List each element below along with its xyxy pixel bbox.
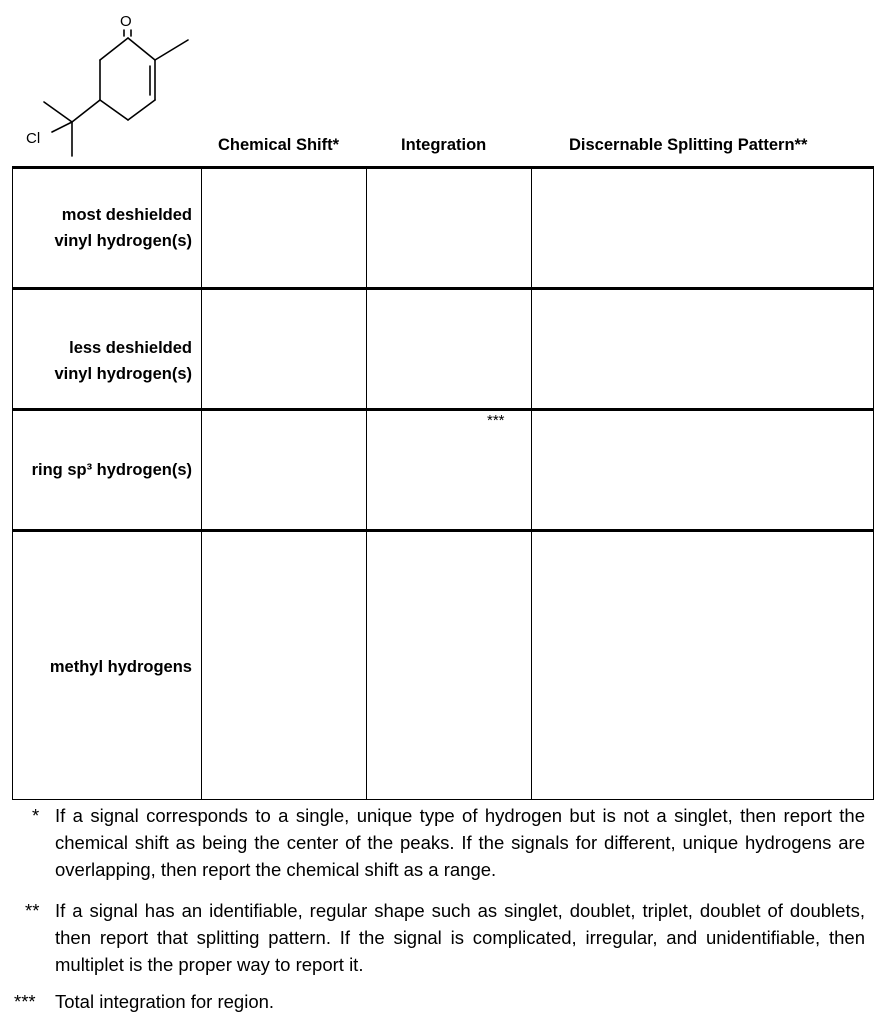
- row-divider-3: [12, 529, 874, 532]
- row-divider-2: [12, 408, 874, 411]
- header-splitting-pattern: Discernable Splitting Pattern**: [569, 136, 808, 154]
- bond-c3-c4: [128, 100, 155, 120]
- table-right-border: [873, 168, 874, 799]
- row-label-methyl: [50, 654, 192, 680]
- molecule-structure: [0, 0, 200, 165]
- chlorine-label: Cl: [26, 130, 41, 147]
- bond-methyl: [155, 40, 188, 60]
- bond-c6-c1: [100, 38, 128, 60]
- footnote-mark-2: **: [25, 900, 40, 921]
- row-label-less-deshielded: [54, 335, 192, 387]
- row-label-line: ring sp³ hydrogen(s): [31, 461, 192, 479]
- bond-chloro: [52, 122, 72, 132]
- bond-c1-c2: [128, 38, 155, 60]
- row-label-line: less deshielded: [69, 339, 192, 357]
- row-label-line: methyl hydrogens: [49, 658, 192, 676]
- header-chemical-shift: Chemical Shift*: [218, 136, 340, 154]
- bond-quaternary: [72, 100, 100, 122]
- col-divider-1: [201, 168, 202, 799]
- table-bottom-border: [12, 799, 874, 800]
- col-divider-2: [366, 168, 367, 799]
- table-left-border: [12, 168, 13, 799]
- bond-methyl-a: [44, 102, 72, 122]
- col-divider-3: [531, 168, 532, 799]
- header-integration: Integration: [401, 136, 487, 154]
- row-label-most-deshielded: [54, 202, 192, 254]
- table-top-border: [12, 166, 874, 169]
- footnote-text-2: If a signal has an identifiable, regular shape such as singlet, doublet, triplet, doublet of doublets, then report that splitting pattern. If the signal is complicated, irregular, and unidentifiable, then multiplet is the proper way to report it.: [55, 900, 865, 975]
- bond-c4-c5: [100, 100, 128, 120]
- footnote-text-1: If a signal corresponds to a single, unique type of hydrogen but is not a singlet, then report the chemical shift as being the center of the peaks. If the signals for different, unique hydrogens are overlapping, then report the chemical shift as a range.: [55, 805, 865, 880]
- footnote-mark-3: ***: [14, 991, 36, 1012]
- oxygen-label: O: [120, 13, 132, 30]
- row-label-ring-sp3: [32, 457, 192, 483]
- row-divider-1: [12, 287, 874, 290]
- row-label-line: vinyl hydrogen(s): [54, 232, 192, 250]
- row-label-line: most deshielded: [61, 206, 192, 224]
- integration-footnote-mark: ***: [487, 412, 505, 429]
- footnote-text-3: Total integration for region.: [55, 991, 275, 1012]
- footnote-mark-1: *: [32, 805, 40, 826]
- row-label-line: vinyl hydrogen(s): [54, 365, 192, 383]
